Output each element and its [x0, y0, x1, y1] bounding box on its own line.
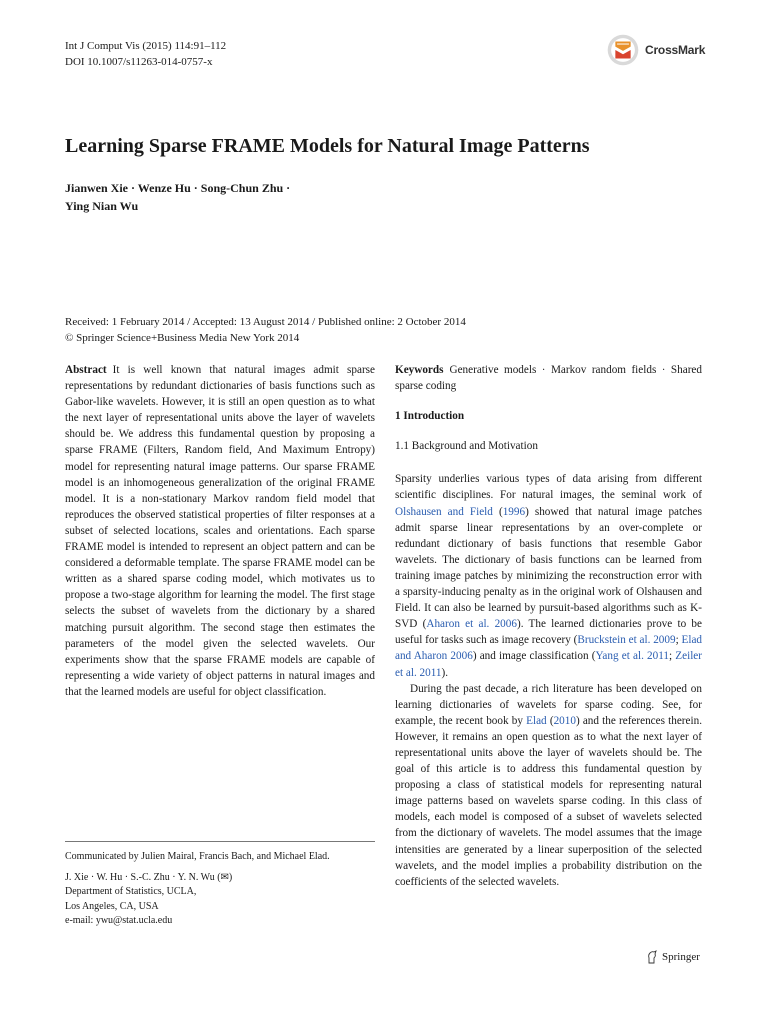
text-run: ). — [441, 666, 449, 679]
text-run: ) showed that natural image patches admit sparse linear representations by an over-complete or redundant dictionary of basis functions that resemble Gabor wavelets. The dictionary of basis functions can be learned from training image patches by minimizing the reconstruction error with a sparsity-inducing penalty as in the original work of Olshausen and Field. It can also be learned by pursuit-based algorithms such as K-SVD ( — [395, 505, 702, 631]
abstract-text: It is well known that natural images admit sparse representations by redundant dictionaries of basis functions such as Gabor-like wavelets. However, it is still an open question as to what the next layer of representational units above the layer of wavelets should be. We address this fundamental question by proposing a sparse FRAME (Filters, Random field, And Maximum Entropy) model for representing natural image patterns. Our sparse FRAME model is an inhomogeneous generalization of the original FRAME model. It is a non-stationary Markov random field model that reproduces the observed statistical properties of filter responses at a subset of selected locations, scales and orientations. Each sparse FRAME model is intended to represent an object pattern and can be considered a deformable template. The sparse FRAME model can be written as a shared sparse coding model, which motivates us to propose a two-stage algorithm for learning the model. The first stage selects the subset of wavelets from the dictionary by a shared matching pursuit algorithm. The second stage then estimates the parameters of the model given the selected wavelets. Our experiments show that the sparse FRAME models are capable of representing a wide variety of object patterns in natural images and that the learned models are useful for object classification. — [65, 364, 375, 698]
text-run: Sparsity underlies various types of data arising from different scientific disciplines. For natural images, the seminal work of — [395, 473, 702, 502]
publication-dates — [65, 314, 715, 346]
text-run: ( — [546, 714, 554, 727]
citation-link[interactable]: 1996 — [502, 505, 526, 518]
affiliation-location: Los Angeles, CA, USA — [65, 900, 159, 912]
intro-paragraph-2 — [395, 681, 702, 890]
text-run: During the past decade, a rich literature has been developed on learning dictionaries of wavelets for sparse coding. See, for example, the recent book by — [395, 682, 702, 727]
subsection-heading-background: 1.1 Background and Motivation — [395, 440, 538, 453]
crossmark-label: CrossMark — [645, 43, 706, 57]
journal-header — [65, 38, 226, 70]
doi[interactable]: DOI 10.1007/s11263-014-0757-x — [65, 56, 213, 68]
footnote-divider — [65, 841, 375, 842]
author-list — [65, 179, 425, 215]
affiliation-email[interactable]: e-mail: ywu@stat.ucla.edu — [65, 915, 173, 926]
text-run: ; — [669, 650, 676, 663]
section-heading-introduction: 1 Introduction — [395, 410, 465, 423]
affiliation-authors: J. Xie · W. Hu · S.-C. Zhu · Y. N. Wu (✉) — [65, 871, 233, 883]
publisher-name: Springer — [662, 951, 700, 963]
keywords-label: Keywords — [395, 364, 444, 376]
citation-link[interactable]: Elad and Aharon 2006 — [395, 634, 703, 663]
crossmark-logo-icon — [606, 33, 640, 67]
publisher-footer — [646, 950, 700, 964]
journal-citation: Int J Comput Vis (2015) 114:91–112 — [65, 40, 227, 52]
affiliation-department: Department of Statistics, UCLA, — [65, 886, 197, 897]
text-run: ) and image classification ( — [472, 650, 596, 663]
authors-line-1: Jianwen Xie · Wenze Hu · Song-Chun Zhu · — [65, 181, 291, 195]
paper-title: Learning Sparse FRAME Models for Natural Image Patterns — [65, 135, 590, 157]
citation-link[interactable]: Elad — [526, 714, 547, 727]
keywords — [395, 362, 702, 394]
springer-horse-icon — [646, 950, 658, 964]
intro-paragraph-1 — [395, 471, 702, 680]
text-run: ( — [492, 505, 503, 518]
received-accepted-published: Received: 1 February 2014 / Accepted: 13 August 2014 / Published online: 2 October 2014 — [65, 316, 466, 328]
citation-link[interactable]: Yang et al. 2011 — [595, 650, 669, 663]
footnote — [65, 850, 375, 929]
citation-link[interactable]: Olshausen and Field — [395, 505, 493, 518]
citation-link[interactable]: Bruckstein et al. 2009 — [577, 634, 676, 647]
author-affiliation — [65, 871, 375, 929]
citation-link[interactable]: Aharon et al. 2006 — [426, 618, 517, 631]
citation-link[interactable]: Zeiler et al. 2011 — [395, 650, 702, 679]
text-run: ) and the references therein. However, it remains an open question as to what the next layer of representational units above the layer of wavelets should be. The goal of this article is to address this fundamental question by proposing a class of statistical models for representing natural image patterns based on wavelets sparse coding. In this class of models, each model is composed of a subset of wavelets selected from the dictionary of wavelets. The model assumes that the image intensities are generated by a linear superposition of the selected wavelets, and the model implies a probability distribution on the coefficients of the selected wavelets. — [395, 714, 702, 888]
text-run: ). The learned dictionaries prove to be useful for tasks such as image recovery ( — [395, 618, 702, 647]
communicated-by: Communicated by Julien Mairal, Francis Bach, and Michael Elad. — [65, 851, 330, 862]
copyright-line: © Springer Science+Business Media New York 2014 — [65, 332, 300, 344]
right-column — [395, 362, 702, 890]
citation-link[interactable]: 2010 — [553, 714, 576, 727]
text-run: ; — [675, 634, 682, 647]
crossmark-badge[interactable] — [606, 30, 706, 70]
authors-line-2: Ying Nian Wu — [65, 199, 139, 213]
abstract-label: Abstract — [65, 364, 107, 376]
keywords-text: Generative models · Markov random fields · Shared sparse coding — [395, 364, 702, 393]
abstract-section — [65, 362, 375, 700]
abstract-paragraph — [65, 362, 375, 700]
